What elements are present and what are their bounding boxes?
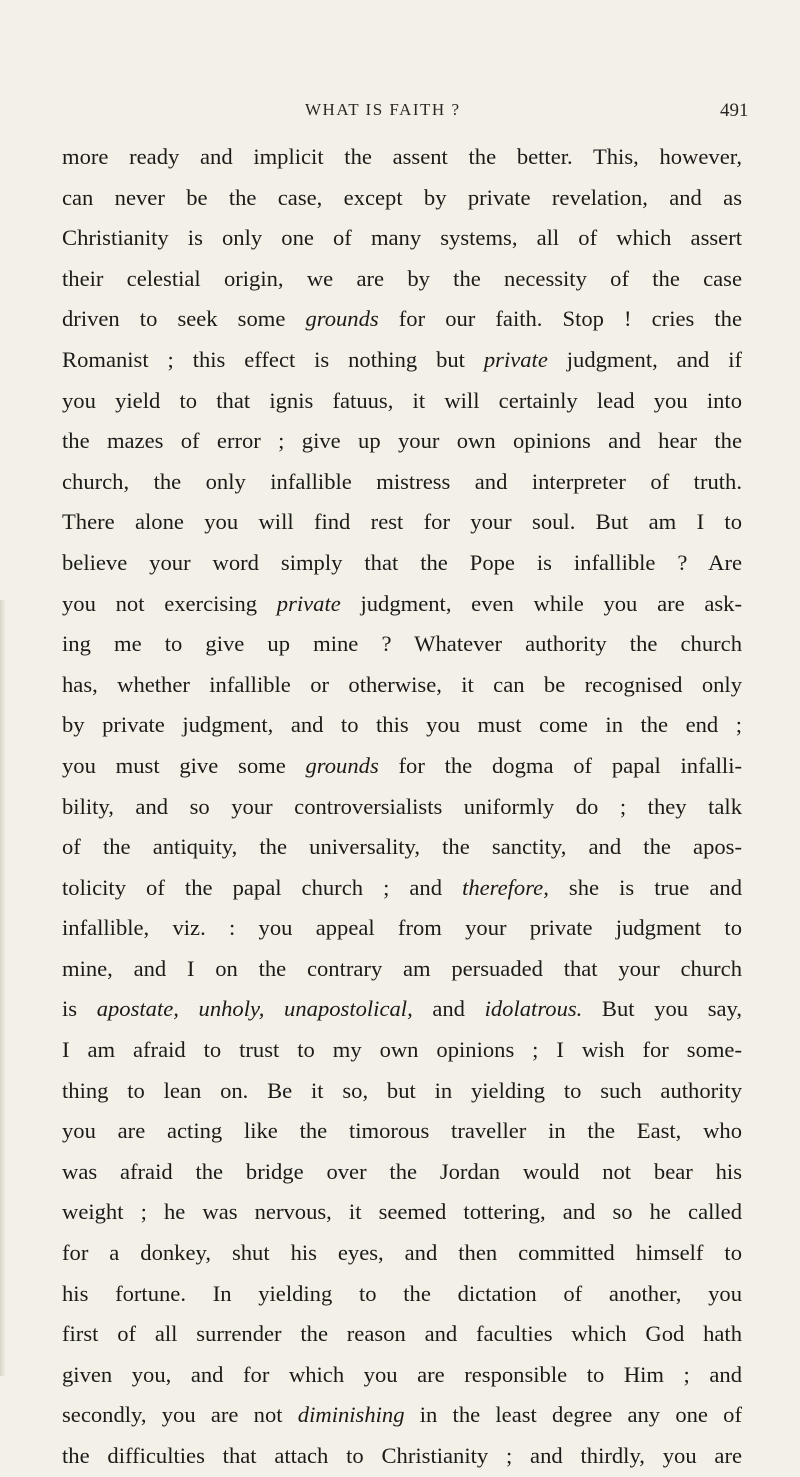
text-line bbox=[62, 1152, 742, 1193]
text-line bbox=[62, 584, 742, 625]
text-segment: given you, and for which you are responsible to Him ; and bbox=[62, 1361, 742, 1387]
text-segment: their celestial origin, we are by the necessity of the case bbox=[62, 265, 742, 291]
text-segment: his fortune. In yielding to the dictation of another, you bbox=[62, 1280, 742, 1306]
text-line bbox=[62, 1111, 742, 1152]
text-segment: first of all surrender the reason and faculties which God hath bbox=[62, 1321, 742, 1347]
text-segment: tolicity of the papal church ; and bbox=[62, 874, 463, 900]
text-line bbox=[62, 299, 742, 340]
page-number: 491 bbox=[720, 100, 749, 121]
text-line bbox=[62, 1071, 742, 1112]
text-segment: for the dogma of papal infalli- bbox=[378, 752, 742, 778]
text-segment: the mazes of error ; give up your own opinions and hear the bbox=[62, 428, 742, 454]
text-segment: was afraid the bridge over the Jordan would not bear his bbox=[62, 1158, 742, 1184]
text-line bbox=[62, 1395, 742, 1436]
text-segment: Christianity is only one of many systems, all of which assert bbox=[62, 225, 742, 251]
text-segment: you are acting like the timorous traveller in the East, who bbox=[62, 1118, 742, 1144]
text-segment: infallible, viz. : you appeal from your private judgment to bbox=[62, 915, 742, 941]
text-line bbox=[62, 1436, 742, 1477]
text-segment: you must give some bbox=[62, 752, 306, 778]
text-segment: bility, and so your controversialists uniformly do ; they talk bbox=[62, 793, 742, 819]
italic-text: private bbox=[483, 346, 548, 372]
text-segment: she is true and bbox=[548, 874, 742, 900]
text-segment: is bbox=[62, 996, 97, 1022]
text-segment: thing to lean on. Be it so, but in yielding to such authority bbox=[62, 1077, 742, 1103]
text-segment: driven to seek some bbox=[62, 306, 306, 332]
text-segment: more ready and implicit the assent the better. This, however, bbox=[62, 144, 742, 169]
text-line bbox=[62, 908, 742, 949]
text-segment: you yield to that ignis fatuus, it will certainly lead you into bbox=[62, 387, 742, 413]
text-line bbox=[62, 949, 742, 990]
text-line bbox=[62, 1233, 742, 1274]
italic-text: apostate, unholy, unapostolical, bbox=[96, 996, 413, 1022]
text-segment: for our faith. Stop ! cries the bbox=[378, 306, 742, 332]
text-line bbox=[62, 502, 742, 543]
text-segment: has, whether infallible or otherwise, it can be recognised only bbox=[62, 671, 742, 697]
text-line bbox=[62, 381, 742, 422]
italic-text: private bbox=[276, 590, 341, 616]
italic-text: diminishing bbox=[297, 1402, 405, 1428]
text-line bbox=[62, 665, 742, 706]
text-line bbox=[62, 137, 742, 178]
text-segment: in the least degree any one of bbox=[404, 1402, 742, 1428]
text-line bbox=[62, 259, 742, 300]
text-line bbox=[62, 543, 742, 584]
body-text bbox=[62, 137, 742, 1477]
text-line bbox=[62, 1314, 742, 1355]
text-segment: Romanist ; this effect is nothing but bbox=[62, 346, 484, 372]
text-segment: judgment, and if bbox=[547, 346, 742, 372]
text-line bbox=[62, 746, 742, 787]
text-line bbox=[62, 1030, 742, 1071]
text-line bbox=[62, 340, 742, 381]
text-line bbox=[62, 1355, 742, 1396]
text-segment: There alone you will find rest for your soul. But am I to bbox=[62, 509, 742, 535]
text-segment: believe your word simply that the Pope is infallible ? Are bbox=[62, 549, 742, 575]
italic-text: grounds bbox=[305, 752, 379, 778]
text-line bbox=[62, 624, 742, 665]
text-line bbox=[62, 787, 742, 828]
italic-text: therefore, bbox=[462, 874, 549, 900]
italic-text: grounds bbox=[305, 306, 379, 332]
text-segment: for a donkey, shut his eyes, and then committed himself to bbox=[62, 1240, 742, 1266]
text-segment: and bbox=[412, 996, 485, 1022]
text-segment: ing me to give up mine ? Whatever authority the church bbox=[62, 631, 742, 657]
text-segment: I am afraid to trust to my own opinions ; I wish for some- bbox=[62, 1037, 742, 1063]
text-line bbox=[62, 989, 742, 1030]
running-head: WHAT IS FAITH ? bbox=[305, 100, 461, 119]
text-segment: secondly, you are not bbox=[62, 1402, 298, 1428]
text-line bbox=[62, 218, 742, 259]
text-segment: judgment, even while you are ask- bbox=[340, 590, 742, 616]
page-header bbox=[0, 100, 800, 130]
page-edge-shadow bbox=[0, 600, 6, 1376]
text-segment: of the antiquity, the universality, the sanctity, and the apos- bbox=[62, 834, 742, 860]
text-segment: mine, and I on the contrary am persuaded that your church bbox=[62, 955, 742, 981]
text-line bbox=[62, 178, 742, 219]
italic-text: idolatrous. bbox=[484, 996, 583, 1022]
text-line bbox=[62, 868, 742, 909]
text-line bbox=[62, 1274, 742, 1315]
text-segment: you not exercising bbox=[62, 590, 277, 616]
text-segment: weight ; he was nervous, it seemed tottering, and so he called bbox=[62, 1199, 742, 1225]
text-segment: But you say, bbox=[582, 996, 742, 1022]
text-line bbox=[62, 462, 742, 503]
text-segment: church, the only infallible mistress and interpreter of truth. bbox=[62, 468, 742, 494]
text-line bbox=[62, 705, 742, 746]
text-segment: the difficulties that attach to Christianity ; and thirdly, you are bbox=[62, 1443, 742, 1468]
text-segment: by private judgment, and to this you must come in the end ; bbox=[62, 712, 742, 738]
text-line bbox=[62, 827, 742, 868]
text-line bbox=[62, 421, 742, 462]
text-line bbox=[62, 1192, 742, 1233]
text-segment: can never be the case, except by private revelation, and as bbox=[62, 184, 742, 210]
